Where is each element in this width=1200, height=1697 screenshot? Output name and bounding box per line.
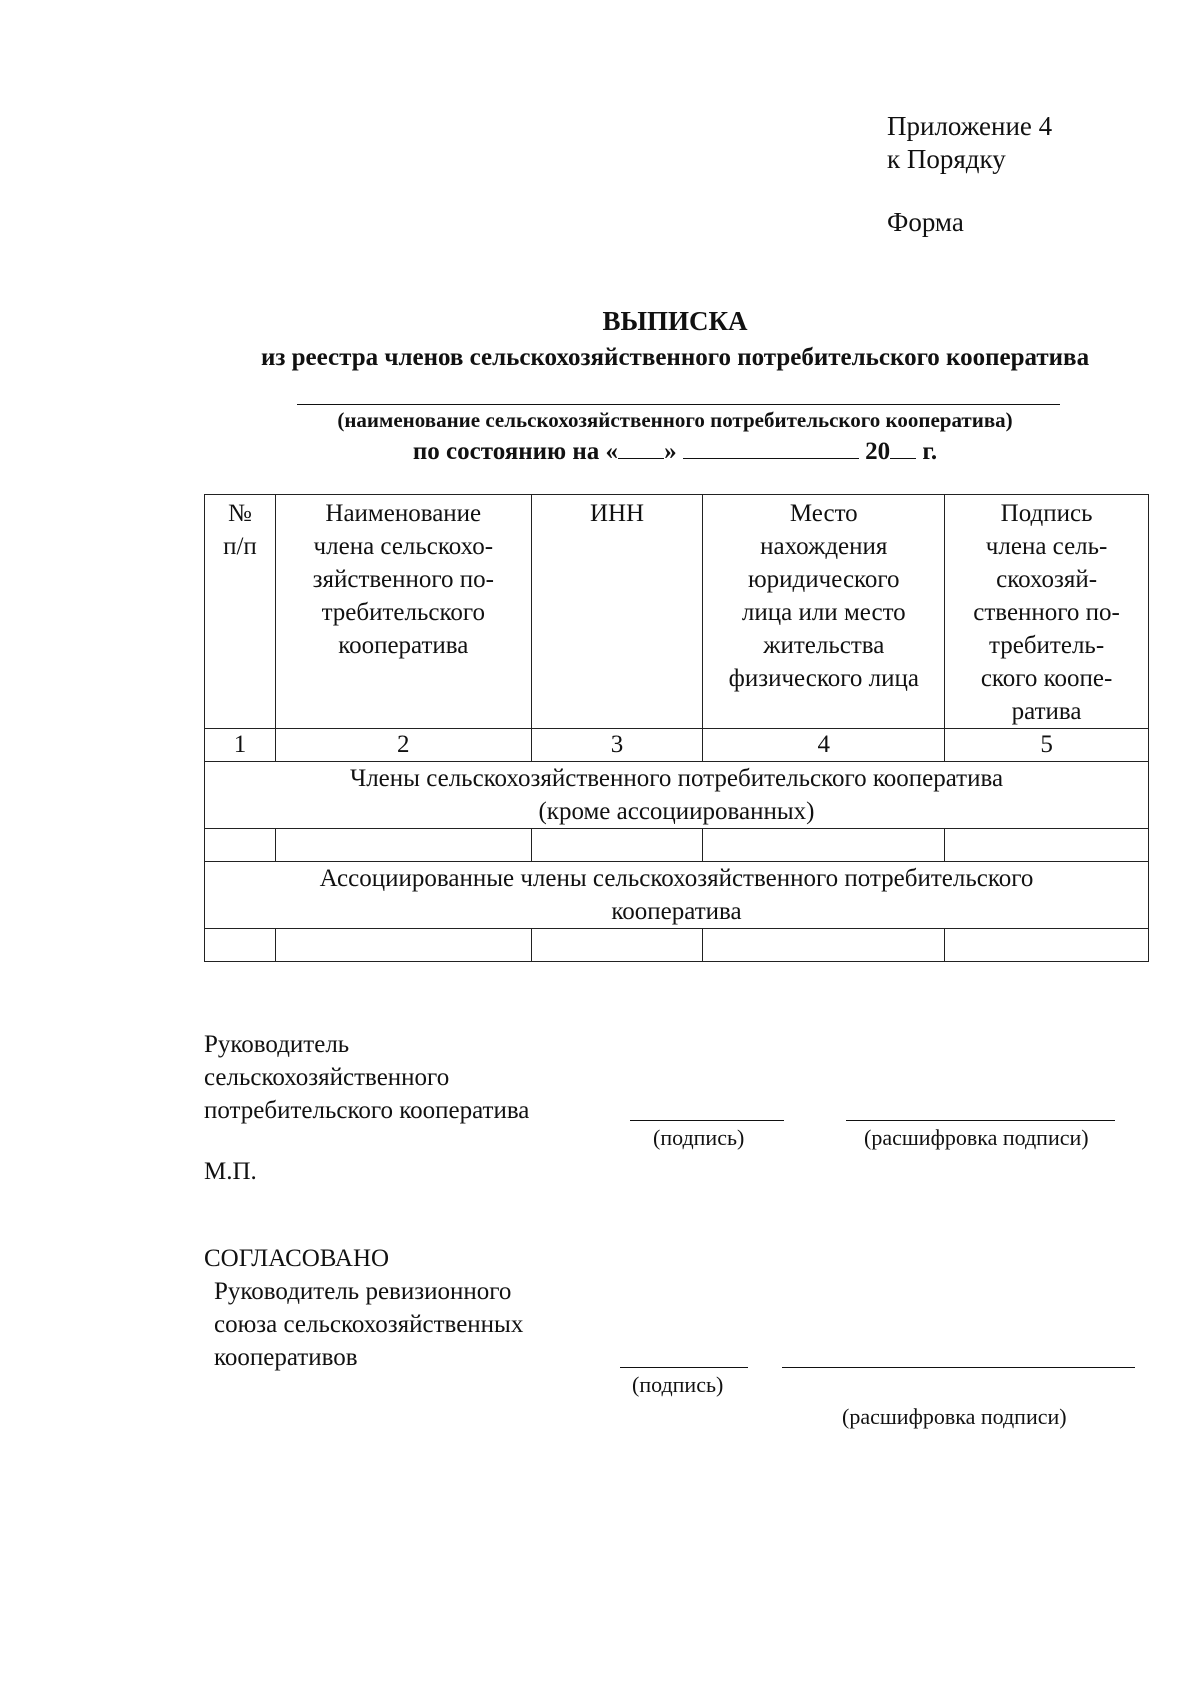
header-location: Место нахождения юридического лица или место жительства физического лица bbox=[703, 495, 945, 729]
section-row-members bbox=[205, 762, 1149, 829]
head-signature-field[interactable] bbox=[630, 1120, 784, 1121]
date-prefix: по состоянию на « bbox=[412, 438, 619, 465]
date-mid: » bbox=[664, 438, 677, 465]
form-label: Форма bbox=[887, 207, 964, 237]
appendix-number: Приложение 4 bbox=[887, 111, 1053, 141]
approval-heading: СОГЛАСОВАНО bbox=[204, 1245, 390, 1272]
date-suffix: г. bbox=[922, 438, 938, 465]
register-table bbox=[204, 494, 1149, 962]
table-row bbox=[205, 829, 1149, 862]
header-signature: Подпись члена сель- скохозяй- ственного по- требитель- ского коопе- ратива bbox=[945, 495, 1149, 729]
head-signature-decode-field[interactable] bbox=[846, 1120, 1115, 1121]
table-cell[interactable] bbox=[531, 929, 703, 962]
table-cell[interactable] bbox=[275, 929, 531, 962]
table-row bbox=[205, 929, 1149, 962]
approval-signature-field[interactable] bbox=[620, 1367, 748, 1368]
table-cell[interactable] bbox=[703, 829, 945, 862]
table-cell[interactable] bbox=[531, 829, 703, 862]
section-members-title: Члены сельскохозяйственного потребительского кооператива (кроме ассоциированных) bbox=[205, 762, 1149, 829]
head-signature-caption: (подпись) bbox=[653, 1125, 745, 1150]
approval-signature-caption: (подпись) bbox=[632, 1372, 724, 1397]
section-row-associated bbox=[205, 862, 1149, 929]
month-field[interactable] bbox=[683, 436, 859, 459]
section-associated-title: Ассоциированные члены сельскохозяйственного потребительского кооператива bbox=[205, 862, 1149, 929]
date-year-prefix: 20 bbox=[865, 438, 891, 465]
approval-signature-decode-field[interactable] bbox=[782, 1367, 1135, 1368]
table-cell[interactable] bbox=[205, 929, 276, 962]
cooperative-name-caption: (наименование сельскохозяйственного потребительского кооператива) bbox=[337, 408, 1013, 432]
appendix-reference: к Порядку bbox=[887, 144, 1006, 174]
cooperative-name-field[interactable] bbox=[297, 404, 1060, 405]
column-number: 2 bbox=[275, 729, 531, 762]
year-field[interactable] bbox=[890, 436, 916, 459]
header-number: № п/п bbox=[205, 495, 276, 729]
approval-decode-caption: (расшифровка подписи) bbox=[842, 1404, 1067, 1429]
header-inn: ИНН bbox=[531, 495, 703, 729]
column-number: 1 bbox=[205, 729, 276, 762]
audit-union-role-label: Руководитель ревизионного союза сельскохозяйственных кооперативов bbox=[214, 1278, 524, 1371]
date-line bbox=[0, 436, 1200, 466]
appendix-block bbox=[887, 110, 1052, 239]
document-subtitle: из реестра членов сельскохозяйственного потребительского кооператива bbox=[260, 344, 1090, 371]
header-member-name: Наименование члена сельскохо- зяйственного по- требительского кооператива bbox=[275, 495, 531, 729]
table-cell[interactable] bbox=[703, 929, 945, 962]
document-title: ВЫПИСКА bbox=[602, 306, 748, 336]
column-number-row bbox=[205, 729, 1149, 762]
column-number: 3 bbox=[531, 729, 703, 762]
table-cell[interactable] bbox=[945, 829, 1149, 862]
stamp-label: М.П. bbox=[204, 1158, 257, 1185]
head-role-label: Руководитель сельскохозяйственного потребительского кооператива bbox=[204, 1031, 530, 1124]
table-cell[interactable] bbox=[205, 829, 276, 862]
column-number: 5 bbox=[945, 729, 1149, 762]
column-number: 4 bbox=[703, 729, 945, 762]
table-header-row bbox=[205, 495, 1149, 729]
table-cell[interactable] bbox=[275, 829, 531, 862]
day-field[interactable] bbox=[618, 436, 664, 459]
table-cell[interactable] bbox=[945, 929, 1149, 962]
head-decode-caption: (расшифровка подписи) bbox=[864, 1125, 1089, 1150]
